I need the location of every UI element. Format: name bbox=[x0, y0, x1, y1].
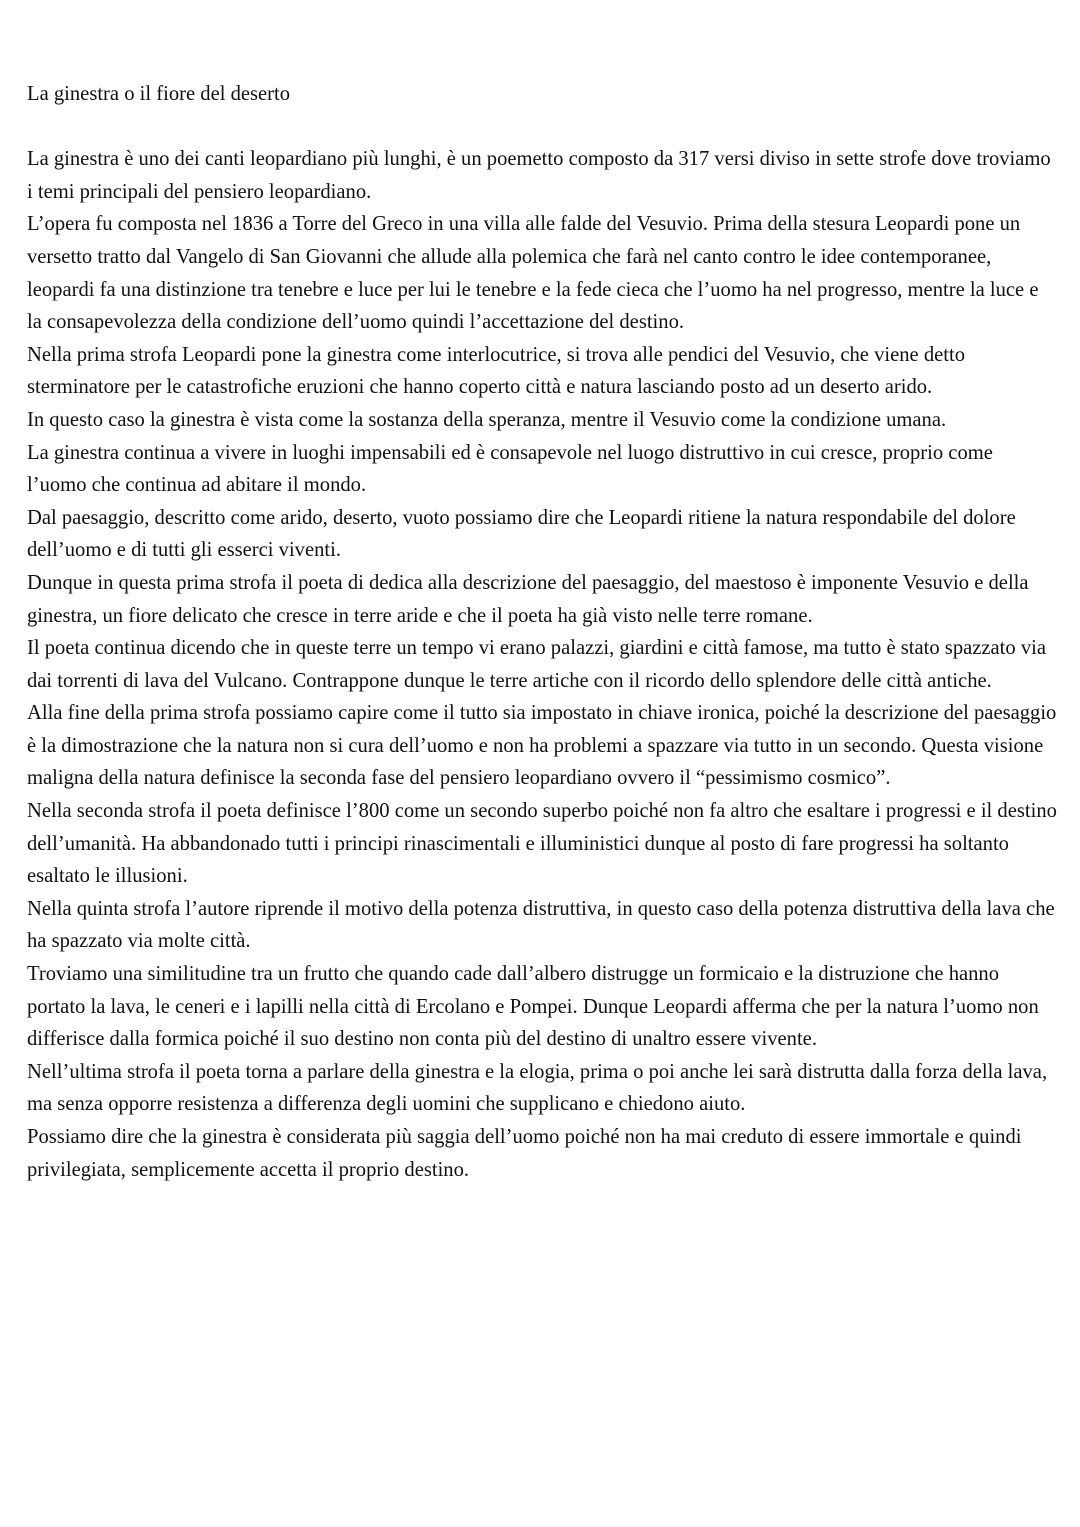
paragraph: Nell’ultima strofa il poeta torna a parlare della ginestra e la elogia, prima o poi anche lei sarà distrutta dalla forza della lava, ma senza opporre resistenza a differenza degli uomini che supplicano e chiedono aiuto. bbox=[27, 1060, 1048, 1116]
paragraph: L’opera fu composta nel 1836 a Torre del Greco in una villa alle falde del Vesuvio. Prima della stesura Leopardi pone un versetto tratto dal Vangelo di San Giovanni che allude alla polemica che farà nel canto contro le idee contemporanee, leopardi fa una distinzione tra tenebre e luce per lui le tenebre e la fede cieca che l’uomo ha nel progresso, mentre la luce e la consapevolezza della condizione dell’uomo quindi l’accettazione del destino. bbox=[27, 213, 1039, 334]
paragraph: In questo caso la ginestra è vista come la sostanza della speranza, mentre il Vesuvio come la condizione umana. bbox=[27, 408, 947, 431]
paragraph: Nella prima strofa Leopardi pone la ginestra come interlocutrice, si trova alle pendici del Vesuvio, che viene detto sterminatore per le catastrofiche eruzioni che hanno coperto città e natura lasciando posto ad un deserto arido. bbox=[27, 343, 966, 399]
paragraph: La ginestra è uno dei canti leopardiano più lunghi, è un poemetto composto da 317 versi diviso in sette strofe dove troviamo i temi principali del pensiero leopardiano. bbox=[27, 148, 1051, 203]
paragraph: Dunque in questa prima strofa il poeta di dedica alla descrizione del paesaggio, del maestoso è imponente Vesuvio e della ginestra, un fiore delicato che cresce in terre aride e che il poeta ha già visto nelle terre romane. bbox=[27, 571, 1029, 627]
paragraph: La ginestra continua a vivere in luoghi impensabili ed è consapevole nel luogo distruttivo in cui cresce, proprio come l’uomo che continua ad abitare il mondo. bbox=[27, 441, 993, 497]
paragraph: Alla fine della prima strofa possiamo capire come il tutto sia impostato in chiave ironica, poiché la descrizione del paesaggio è la dimostrazione che la natura non si cura dell’uomo e non ha problemi a spazzare via tutto in un secondo. Questa visione maligna della natura definisce la seconda fase del pensiero leopardiano ovvero il “pessimismo cosmico”. bbox=[27, 702, 1057, 790]
paragraph: Nella quinta strofa l’autore riprende il motivo della potenza distruttiva, in questo caso della potenza distruttiva della lava che ha spazzato via molte città. bbox=[27, 897, 1055, 953]
paragraph: Troviamo una similitudine tra un frutto che quando cade dall’albero distrugge un formicaio e la distruzione che hanno portato la lava, le ceneri e i lapilli nella città di Ercolano e Pompei. Dunque Leopardi afferma che per la natura l’uomo non differisce dalla formica poiché il suo destino non conta più del destino di unaltro essere vivente. bbox=[27, 963, 1039, 1051]
paragraph: Il poeta continua dicendo che in queste terre un tempo vi erano palazzi, giardini e città famose, ma tutto è stato spazzato via dai torrenti di lava del Vulcano. Contrappone dunque le terre artiche con il ricordo dello splendore delle città antiche. bbox=[27, 637, 1046, 692]
paragraph: Possiamo dire che la ginestra è considerata più saggia dell’uomo poiché non ha mai creduto di essere immortale e quindi privilegiata, semplicemente accetta il proprio destino. bbox=[27, 1126, 1022, 1181]
paragraph: Nella seconda strofa il poeta definisce l’800 come un secondo superbo poiché non fa altro che esaltare i progressi e il destino dell’umanità. Ha abbandonado tutti i principi rinascimentali e illuministici dunque al posto di fare progressi ha soltanto esaltato le illusioni. bbox=[27, 800, 1057, 888]
document-title: La ginestra o il fiore del deserto bbox=[27, 83, 291, 105]
document-page bbox=[27, 78, 1057, 1186]
paragraph: Dal paesaggio, descritto come arido, deserto, vuoto possiamo dire che Leopardi ritiene la natura respondabile del dolore dell’uomo e di tutti gli esserci viventi. bbox=[27, 506, 1016, 562]
